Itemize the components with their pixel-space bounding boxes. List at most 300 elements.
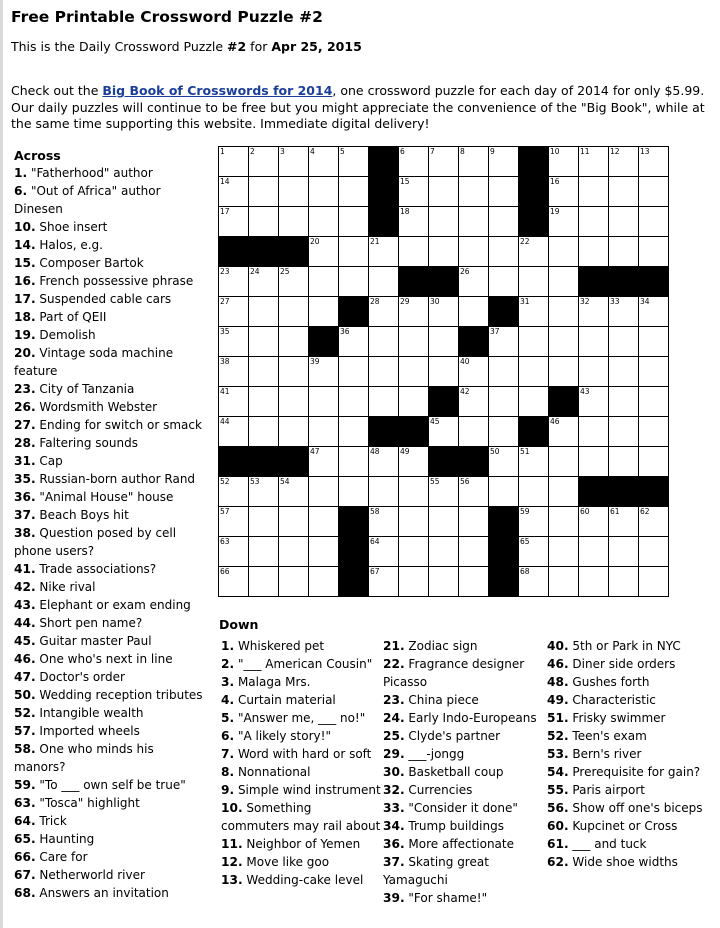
grid-cell[interactable] xyxy=(459,207,489,237)
cell-number: 64 xyxy=(370,537,380,546)
grid-cell[interactable] xyxy=(399,297,429,327)
grid-cell[interactable] xyxy=(489,357,519,387)
clue-text: Cap xyxy=(35,454,63,468)
grid-cell[interactable] xyxy=(339,237,369,267)
grid-cell[interactable] xyxy=(579,207,609,237)
down-clue xyxy=(383,745,546,763)
grid-cell[interactable] xyxy=(369,267,399,297)
grid-cell[interactable] xyxy=(639,207,669,237)
clue-number: 30. xyxy=(383,765,405,779)
grid-cell[interactable] xyxy=(369,447,399,477)
across-clue xyxy=(14,632,206,650)
down-clue xyxy=(221,871,381,889)
grid-cell[interactable] xyxy=(609,567,639,597)
grid-cell[interactable] xyxy=(489,207,519,237)
grid-cell[interactable] xyxy=(279,327,309,357)
grid-cell[interactable] xyxy=(279,357,309,387)
grid-cell[interactable] xyxy=(279,147,309,177)
grid-cell[interactable] xyxy=(549,447,579,477)
clue-number: 47. xyxy=(14,670,36,684)
grid-cell[interactable] xyxy=(579,447,609,477)
grid-cell[interactable] xyxy=(399,477,429,507)
grid-cell[interactable] xyxy=(399,387,429,417)
grid-cell[interactable] xyxy=(459,387,489,417)
grid-cell[interactable] xyxy=(249,207,279,237)
page-title: Free Printable Crossword Puzzle #2 xyxy=(11,8,323,26)
black-square xyxy=(339,297,369,327)
across-clue xyxy=(14,344,206,380)
clue-text: Something commuters may rail about xyxy=(221,801,381,833)
grid-cell[interactable] xyxy=(639,237,669,267)
grid-cell[interactable] xyxy=(429,297,459,327)
grid-cell[interactable] xyxy=(549,507,579,537)
grid-cell[interactable] xyxy=(309,207,339,237)
grid-cell[interactable] xyxy=(549,567,579,597)
clue-number: 59. xyxy=(14,778,36,792)
grid-cell[interactable] xyxy=(369,237,399,267)
grid-cell[interactable] xyxy=(609,237,639,267)
grid-cell[interactable] xyxy=(519,567,549,597)
grid-cell[interactable] xyxy=(249,147,279,177)
black-square xyxy=(279,237,309,267)
grid-cell[interactable] xyxy=(219,477,249,507)
grid-cell[interactable] xyxy=(609,327,639,357)
grid-cell[interactable] xyxy=(219,567,249,597)
grid-cell[interactable] xyxy=(219,327,249,357)
grid-cell[interactable] xyxy=(519,357,549,387)
grid-cell[interactable] xyxy=(639,297,669,327)
grid-cell[interactable] xyxy=(489,267,519,297)
down-clue xyxy=(221,799,381,835)
grid-cell[interactable] xyxy=(549,327,579,357)
across-clue xyxy=(14,740,206,776)
grid-cell[interactable] xyxy=(309,297,339,327)
black-square xyxy=(369,207,399,237)
down-clue xyxy=(221,781,381,799)
clue-text: Question posed by cell phone users? xyxy=(14,526,177,558)
grid-cell[interactable] xyxy=(399,177,429,207)
clue-text: Wordsmith Webster xyxy=(35,400,158,414)
down-clue xyxy=(221,745,381,763)
grid-cell[interactable] xyxy=(639,417,669,447)
grid-cell[interactable] xyxy=(579,567,609,597)
grid-cell[interactable] xyxy=(609,387,639,417)
grid-cell[interactable] xyxy=(489,387,519,417)
black-square xyxy=(249,237,279,267)
clue-number: 61. xyxy=(547,837,569,851)
grid-cell[interactable] xyxy=(249,567,279,597)
black-square xyxy=(519,177,549,207)
across-clue xyxy=(14,578,206,596)
grid-cell[interactable] xyxy=(489,417,519,447)
grid-cell[interactable] xyxy=(279,567,309,597)
grid-cell[interactable] xyxy=(309,567,339,597)
grid-cell[interactable] xyxy=(459,177,489,207)
grid-cell[interactable] xyxy=(399,237,429,267)
grid-cell[interactable] xyxy=(579,357,609,387)
grid-cell[interactable] xyxy=(279,417,309,447)
grid-cell[interactable] xyxy=(429,567,459,597)
grid-cell[interactable] xyxy=(339,387,369,417)
grid-cell[interactable] xyxy=(549,537,579,567)
grid-cell[interactable] xyxy=(339,327,369,357)
grid-cell[interactable] xyxy=(369,567,399,597)
grid-cell[interactable] xyxy=(519,447,549,477)
across-clue xyxy=(14,272,206,290)
down-clue xyxy=(383,637,546,655)
grid-cell[interactable] xyxy=(219,417,249,447)
grid-cell[interactable] xyxy=(429,327,459,357)
down-clues-column-1 xyxy=(221,637,381,889)
grid-cell[interactable] xyxy=(309,267,339,297)
grid-cell[interactable] xyxy=(519,507,549,537)
grid-cell[interactable] xyxy=(519,477,549,507)
grid-cell[interactable] xyxy=(279,477,309,507)
grid-row xyxy=(219,297,669,327)
across-clue xyxy=(14,794,206,812)
grid-cell[interactable] xyxy=(279,507,309,537)
grid-cell[interactable] xyxy=(609,297,639,327)
clue-number: 36. xyxy=(14,490,36,504)
down-clue xyxy=(547,763,717,781)
cell-number: 53 xyxy=(250,477,260,486)
grid-cell[interactable] xyxy=(609,147,639,177)
grid-cell[interactable] xyxy=(249,537,279,567)
grid-cell[interactable] xyxy=(279,267,309,297)
cell-number: 11 xyxy=(580,147,590,156)
clue-number: 22. xyxy=(383,657,405,671)
across-clue xyxy=(14,704,206,722)
clue-number: 64. xyxy=(14,814,36,828)
grid-cell[interactable] xyxy=(639,357,669,387)
grid-cell[interactable] xyxy=(579,507,609,537)
down-clue xyxy=(547,817,717,835)
grid-cell[interactable] xyxy=(249,387,279,417)
grid-cell[interactable] xyxy=(219,387,249,417)
cell-number: 2 xyxy=(250,147,255,156)
grid-cell[interactable] xyxy=(219,537,249,567)
cell-number: 68 xyxy=(520,567,530,576)
clue-text: Suspended cable cars xyxy=(35,292,172,306)
clue-text: "Animal House" house xyxy=(35,490,174,504)
down-clue xyxy=(221,655,381,673)
clue-number: 29. xyxy=(383,747,405,761)
cell-number: 25 xyxy=(280,267,290,276)
down-clue xyxy=(547,709,717,727)
cell-number: 36 xyxy=(340,327,350,336)
clue-text: Move like goo xyxy=(242,855,330,869)
grid-cell[interactable] xyxy=(579,297,609,327)
grid-cell[interactable] xyxy=(249,417,279,447)
down-clue xyxy=(383,781,546,799)
cell-number: 21 xyxy=(370,237,380,246)
grid-cell[interactable] xyxy=(579,537,609,567)
grid-cell[interactable] xyxy=(459,267,489,297)
clue-number: 53. xyxy=(547,747,569,761)
clue-text: China piece xyxy=(404,693,479,707)
grid-cell[interactable] xyxy=(219,507,249,537)
grid-cell[interactable] xyxy=(249,297,279,327)
grid-cell[interactable] xyxy=(549,147,579,177)
clue-number: 20. xyxy=(14,346,36,360)
grid-cell[interactable] xyxy=(339,147,369,177)
black-square xyxy=(429,387,459,417)
grid-cell[interactable] xyxy=(429,507,459,537)
grid-cell[interactable] xyxy=(339,477,369,507)
cell-number: 15 xyxy=(400,177,410,186)
grid-cell[interactable] xyxy=(429,357,459,387)
grid-cell[interactable] xyxy=(219,297,249,327)
down-clue xyxy=(383,889,546,907)
grid-cell[interactable] xyxy=(519,237,549,267)
grid-cell[interactable] xyxy=(549,267,579,297)
grid-cell[interactable] xyxy=(429,537,459,567)
grid-cell[interactable] xyxy=(339,267,369,297)
grid-cell[interactable] xyxy=(459,417,489,447)
down-clue xyxy=(383,655,546,691)
cell-number: 39 xyxy=(310,357,320,366)
clue-number: 51. xyxy=(547,711,569,725)
cell-number: 14 xyxy=(220,177,230,186)
grid-cell[interactable] xyxy=(309,417,339,447)
clue-text: Composer Bartok xyxy=(35,256,144,270)
grid-cell[interactable] xyxy=(549,207,579,237)
grid-row xyxy=(219,327,669,357)
grid-cell[interactable] xyxy=(429,237,459,267)
clue-text: Characteristic xyxy=(568,693,656,707)
grid-cell[interactable] xyxy=(429,417,459,447)
clue-number: 27. xyxy=(14,418,36,432)
grid-cell[interactable] xyxy=(639,507,669,537)
across-clue xyxy=(14,506,206,524)
grid-cell[interactable] xyxy=(639,447,669,477)
grid-cell[interactable] xyxy=(219,267,249,297)
clue-number: 54. xyxy=(547,765,569,779)
down-clue xyxy=(383,691,546,709)
grid-cell[interactable] xyxy=(339,417,369,447)
grid-cell[interactable] xyxy=(549,477,579,507)
grid-cell[interactable] xyxy=(579,237,609,267)
grid-cell[interactable] xyxy=(309,387,339,417)
black-square xyxy=(369,417,399,447)
grid-cell[interactable] xyxy=(609,357,639,387)
grid-cell[interactable] xyxy=(429,207,459,237)
grid-cell[interactable] xyxy=(639,327,669,357)
cell-number: 47 xyxy=(310,447,320,456)
across-clue xyxy=(14,650,206,668)
clue-text: Part of QEII xyxy=(35,310,107,324)
grid-cell[interactable] xyxy=(399,207,429,237)
clue-number: 4. xyxy=(221,693,235,707)
clue-number: 31. xyxy=(14,454,36,468)
crossword-grid xyxy=(218,146,669,597)
across-clue xyxy=(14,776,206,794)
grid-cell[interactable] xyxy=(339,177,369,207)
grid-cell[interactable] xyxy=(609,417,639,447)
cell-number: 31 xyxy=(520,297,530,306)
grid-cell[interactable] xyxy=(279,177,309,207)
grid-cell[interactable] xyxy=(279,537,309,567)
grid-cell[interactable] xyxy=(519,537,549,567)
grid-row xyxy=(219,267,669,297)
grid-cell[interactable] xyxy=(579,417,609,447)
across-clue xyxy=(14,236,206,254)
grid-cell[interactable] xyxy=(579,327,609,357)
cell-number: 44 xyxy=(220,417,230,426)
grid-cell[interactable] xyxy=(609,507,639,537)
grid-cell[interactable] xyxy=(609,447,639,477)
grid-cell[interactable] xyxy=(219,147,249,177)
grid-cell[interactable] xyxy=(459,357,489,387)
grid-cell[interactable] xyxy=(309,177,339,207)
grid-cell[interactable] xyxy=(519,327,549,357)
grid-cell[interactable] xyxy=(339,447,369,477)
grid-cell[interactable] xyxy=(369,357,399,387)
grid-cell[interactable] xyxy=(279,387,309,417)
grid-cell[interactable] xyxy=(429,177,459,207)
down-clue xyxy=(221,835,381,853)
grid-cell[interactable] xyxy=(459,567,489,597)
cell-number: 51 xyxy=(520,447,530,456)
clue-text: Nonnational xyxy=(234,765,311,779)
down-clue xyxy=(547,853,717,871)
grid-cell[interactable] xyxy=(309,447,339,477)
grid-cell[interactable] xyxy=(639,387,669,417)
across-clue xyxy=(14,218,206,236)
grid-cell[interactable] xyxy=(489,177,519,207)
down-clue xyxy=(383,853,546,889)
grid-cell[interactable] xyxy=(639,567,669,597)
grid-cell[interactable] xyxy=(429,477,459,507)
clue-number: 1. xyxy=(14,166,28,180)
grid-cell[interactable] xyxy=(579,177,609,207)
black-square xyxy=(489,567,519,597)
cell-number: 32 xyxy=(580,297,590,306)
cell-number: 12 xyxy=(610,147,620,156)
grid-cell[interactable] xyxy=(399,537,429,567)
clue-number: 60. xyxy=(547,819,569,833)
grid-cell[interactable] xyxy=(519,387,549,417)
grid-cell[interactable] xyxy=(249,477,279,507)
clue-text: Clyde's partner xyxy=(404,729,501,743)
clue-text: Doctor's order xyxy=(35,670,125,684)
down-clue xyxy=(547,745,717,763)
grid-cell[interactable] xyxy=(639,537,669,567)
grid-cell[interactable] xyxy=(309,507,339,537)
grid-cell[interactable] xyxy=(399,357,429,387)
grid-cell[interactable] xyxy=(399,327,429,357)
black-square xyxy=(489,297,519,327)
across-clue xyxy=(14,848,206,866)
grid-cell[interactable] xyxy=(309,237,339,267)
grid-cell[interactable] xyxy=(519,267,549,297)
across-clue xyxy=(14,470,206,488)
grid-cell[interactable] xyxy=(429,147,459,177)
grid-cell[interactable] xyxy=(399,447,429,477)
grid-cell[interactable] xyxy=(549,417,579,447)
grid-cell[interactable] xyxy=(249,267,279,297)
grid-cell[interactable] xyxy=(609,207,639,237)
grid-cell[interactable] xyxy=(369,507,399,537)
clue-number: 42. xyxy=(14,580,36,594)
across-clue xyxy=(14,866,206,884)
grid-cell[interactable] xyxy=(459,477,489,507)
grid-cell[interactable] xyxy=(249,357,279,387)
grid-cell[interactable] xyxy=(339,357,369,387)
grid-cell[interactable] xyxy=(489,237,519,267)
grid-cell[interactable] xyxy=(459,537,489,567)
grid-cell[interactable] xyxy=(639,147,669,177)
grid-cell[interactable] xyxy=(399,147,429,177)
cell-number: 41 xyxy=(220,387,230,396)
grid-cell[interactable] xyxy=(219,177,249,207)
grid-cell[interactable] xyxy=(309,147,339,177)
grid-cell[interactable] xyxy=(369,387,399,417)
grid-cell[interactable] xyxy=(579,387,609,417)
grid-cell[interactable] xyxy=(369,537,399,567)
cell-number: 16 xyxy=(550,177,560,186)
grid-cell[interactable] xyxy=(549,177,579,207)
grid-cell[interactable] xyxy=(609,177,639,207)
grid-cell[interactable] xyxy=(549,297,579,327)
grid-cell[interactable] xyxy=(279,297,309,327)
grid-cell[interactable] xyxy=(489,327,519,357)
grid-cell[interactable] xyxy=(249,507,279,537)
grid-cell[interactable] xyxy=(459,507,489,537)
clue-text: Paris airport xyxy=(568,783,646,797)
grid-cell[interactable] xyxy=(399,567,429,597)
grid-cell[interactable] xyxy=(399,507,429,537)
cell-number: 57 xyxy=(220,507,230,516)
grid-cell[interactable] xyxy=(489,447,519,477)
grid-cell[interactable] xyxy=(369,297,399,327)
grid-cell[interactable] xyxy=(249,327,279,357)
clue-number: 23. xyxy=(383,693,405,707)
grid-cell[interactable] xyxy=(219,357,249,387)
grid-row xyxy=(219,147,669,177)
grid-cell[interactable] xyxy=(579,147,609,177)
grid-cell[interactable] xyxy=(489,477,519,507)
grid-cell[interactable] xyxy=(549,357,579,387)
grid-cell[interactable] xyxy=(459,147,489,177)
clue-number: 43. xyxy=(14,598,36,612)
grid-cell[interactable] xyxy=(369,327,399,357)
grid-cell[interactable] xyxy=(459,237,489,267)
grid-cell[interactable] xyxy=(639,177,669,207)
grid-cell[interactable] xyxy=(309,477,339,507)
cell-number: 3 xyxy=(280,147,285,156)
grid-cell[interactable] xyxy=(609,537,639,567)
cell-number: 26 xyxy=(460,267,470,276)
grid-cell[interactable] xyxy=(369,477,399,507)
cell-number: 55 xyxy=(430,477,440,486)
grid-cell[interactable] xyxy=(459,297,489,327)
grid-cell[interactable] xyxy=(309,357,339,387)
big-book-link[interactable]: Big Book of Crosswords for 2014 xyxy=(102,83,333,98)
down-clue xyxy=(383,799,546,817)
grid-cell[interactable] xyxy=(249,177,279,207)
grid-cell[interactable] xyxy=(309,537,339,567)
down-clue xyxy=(383,763,546,781)
down-clue xyxy=(547,691,717,709)
grid-cell[interactable] xyxy=(219,207,249,237)
grid-cell[interactable] xyxy=(489,147,519,177)
grid-cell[interactable] xyxy=(339,207,369,237)
cell-number: 8 xyxy=(460,147,465,156)
grid-cell[interactable] xyxy=(279,207,309,237)
grid-cell[interactable] xyxy=(519,297,549,327)
grid-cell[interactable] xyxy=(549,237,579,267)
